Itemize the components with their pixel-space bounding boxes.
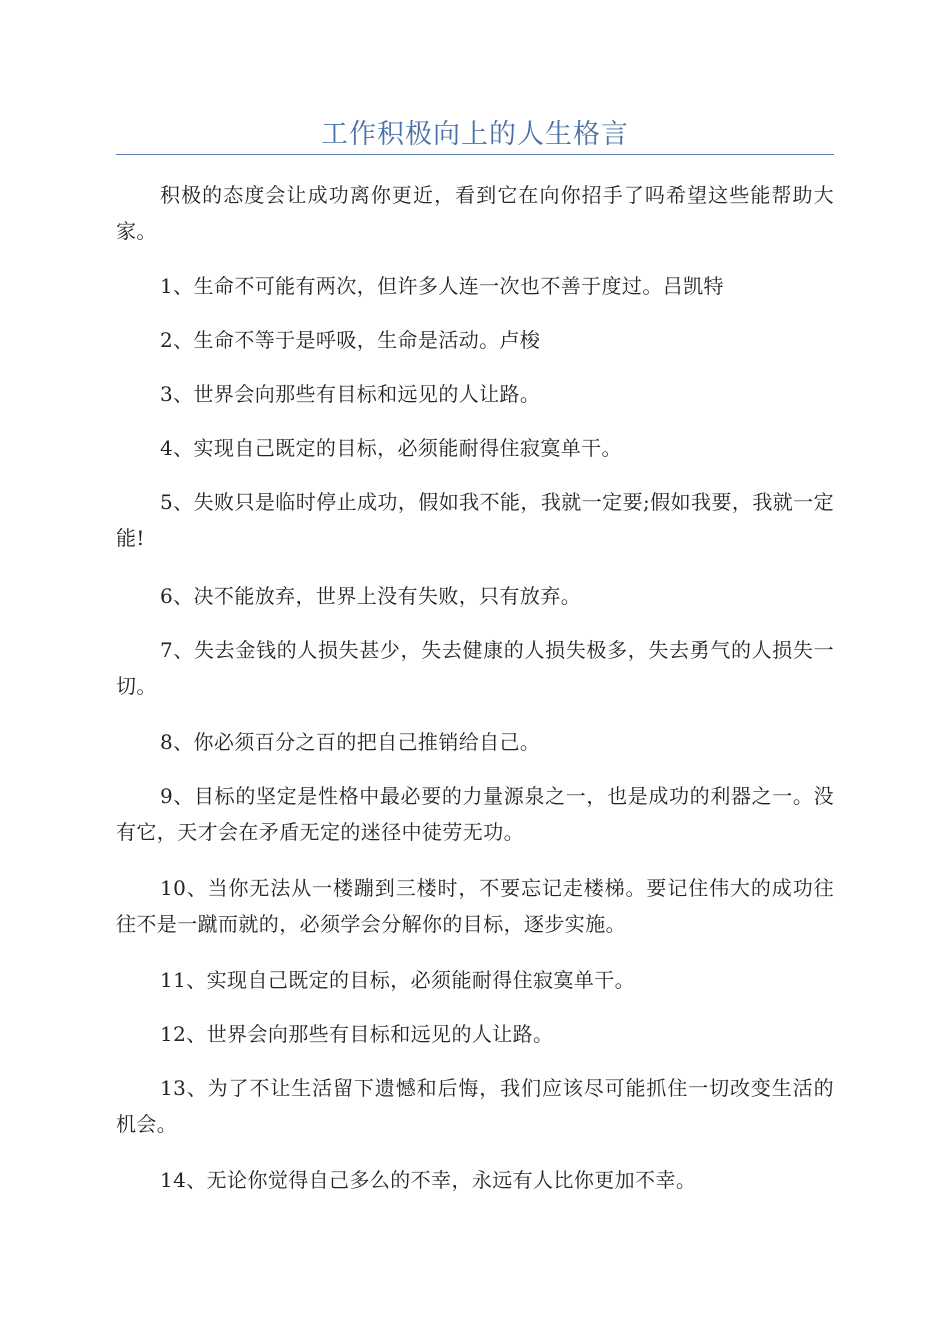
quote-paragraph: 11、实现自己既定的目标，必须能耐得住寂寞单干。 xyxy=(160,968,636,992)
quote-paragraph: 7、失去金钱的人损失甚少，失去健康的人损失极多，失去勇气的人损失一切。 xyxy=(116,638,834,698)
quote-paragraph: 9、目标的坚定是性格中最必要的力量源泉之一，也是成功的利器之一。没有它，天才会在矛盾无定的迷径中徒劳无功。 xyxy=(116,784,834,844)
quote-paragraph: 10、当你无法从一楼蹦到三楼时，不要忘记走楼梯。要记住伟大的成功往往不是一蹴而就的，必须学会分解你的目标，逐步实施。 xyxy=(116,876,834,936)
quote-paragraph: 4、实现自己既定的目标，必须能耐得住寂寞单干。 xyxy=(160,436,622,460)
intro-paragraph: 积极的态度会让成功离你更近，看到它在向你招手了吗希望这些能帮助大家。 xyxy=(116,183,834,243)
quote-paragraph: 2、生命不等于是呼吸，生命是活动。卢梭 xyxy=(160,328,541,352)
quote-paragraph: 12、世界会向那些有目标和远见的人让路。 xyxy=(160,1022,554,1046)
quote-paragraph: 5、失败只是临时停止成功，假如我不能，我就一定要;假如我要，我就一定能! xyxy=(116,490,834,550)
document-title: 工作积极向上的人生格言 xyxy=(321,119,629,150)
title-underline xyxy=(116,154,834,155)
quote-paragraph: 8、你必须百分之百的把自己推销给自己。 xyxy=(160,730,541,754)
document-page xyxy=(116,0,834,1344)
quote-paragraph: 14、无论你觉得自己多么的不幸，永远有人比你更加不幸。 xyxy=(160,1168,697,1192)
quote-paragraph: 6、决不能放弃，世界上没有失败，只有放弃。 xyxy=(160,584,582,608)
quote-paragraph: 13、为了不让生活留下遗憾和后悔，我们应该尽可能抓住一切改变生活的机会。 xyxy=(116,1076,834,1136)
quote-paragraph: 3、世界会向那些有目标和远见的人让路。 xyxy=(160,382,541,406)
quote-paragraph: 1、生命不可能有两次，但许多人连一次也不善于度过。吕凯特 xyxy=(160,274,724,298)
